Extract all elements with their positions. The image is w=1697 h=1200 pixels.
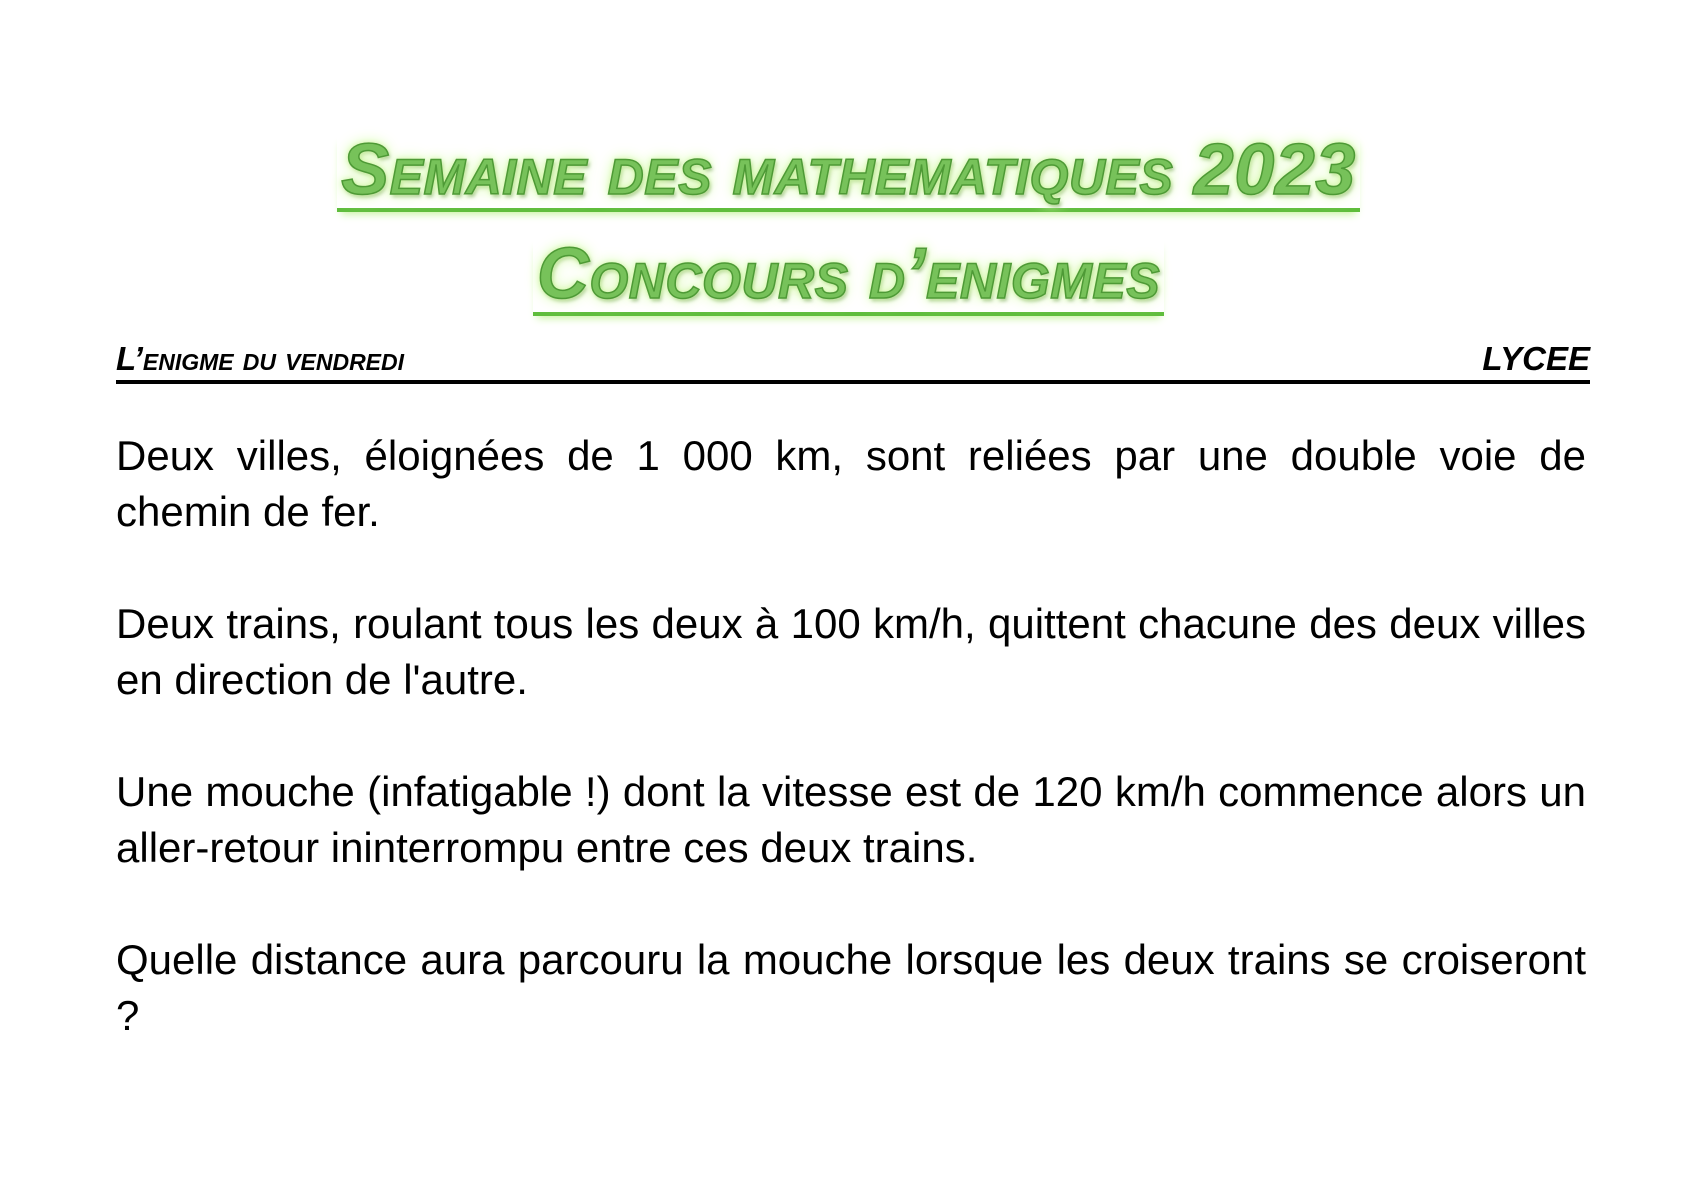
title-block-1 — [0, 130, 1697, 212]
paragraph: Deux trains, roulant tous les deux à 100 km/h, quittent chacune des deux villes en direction de l'autre. — [116, 600, 1586, 703]
section-title: L’enigme du vendredi — [116, 340, 405, 377]
sub-title: Concours d’enigmes — [533, 238, 1164, 316]
question-paragraph: Quelle distance aura parcouru la mouche lorsque les deux trains se croiseront ? — [116, 936, 1586, 1039]
paragraph: Deux villes, éloignées de 1 000 km, sont reliées par une double voie de chemin de fer. — [116, 432, 1586, 535]
title-block-2 — [0, 234, 1697, 316]
riddle-text — [116, 428, 1586, 1044]
section-header — [116, 334, 1590, 384]
level-label: LYCEE — [1482, 340, 1590, 377]
paragraph: Une mouche (infatigable !) dont la vitesse est de 120 km/h commence alors un aller-retour ininterrompu entre ces deux trains. — [116, 768, 1586, 871]
main-title: Semaine des mathematiques 2023 — [337, 134, 1360, 212]
